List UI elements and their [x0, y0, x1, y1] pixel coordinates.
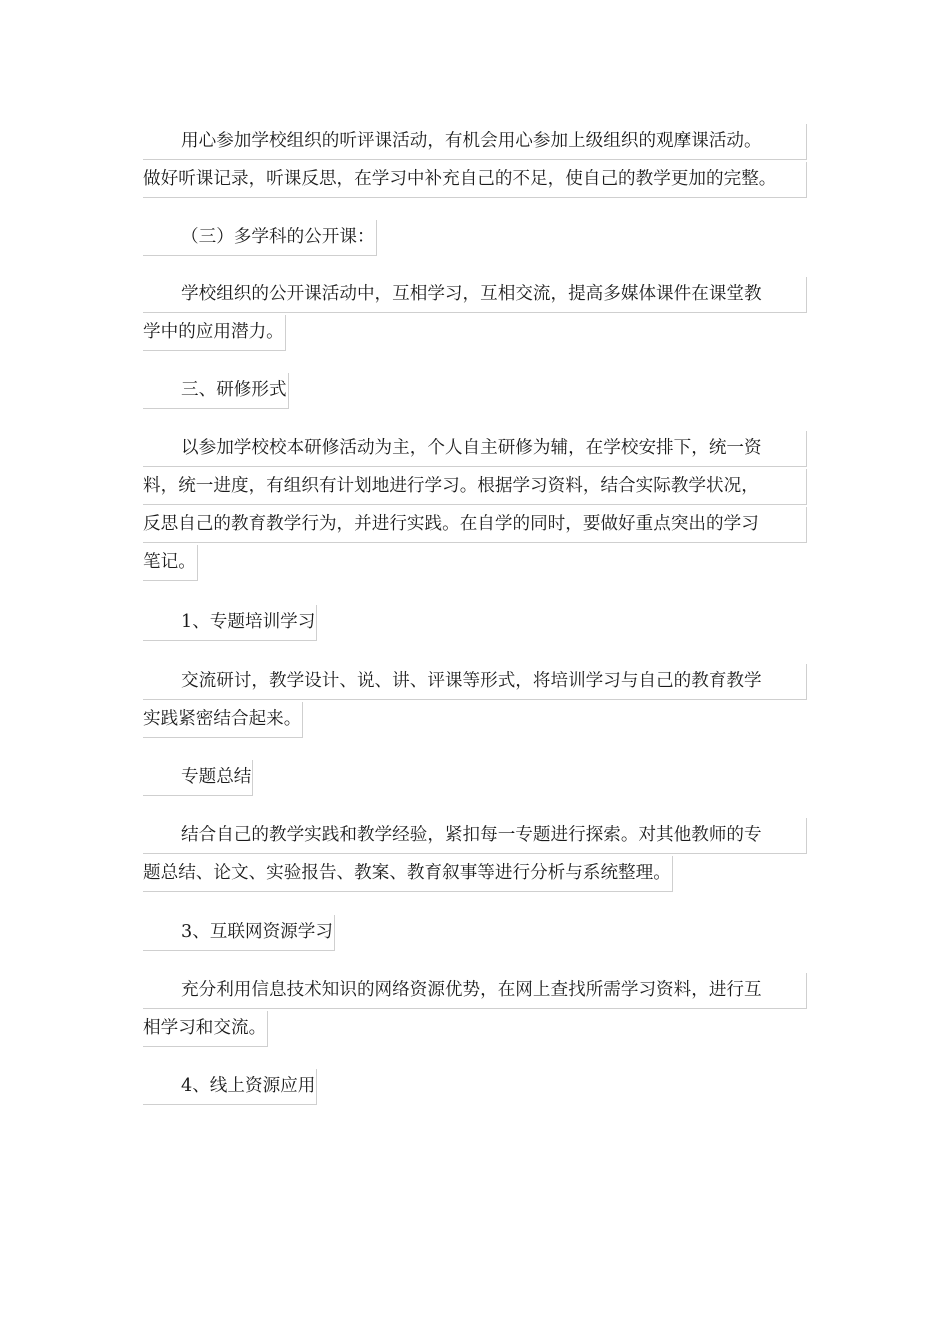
text-line: 反思自己的教育教学行为，并进行实践。在自学的同时，要做好重点突出的学习 [143, 507, 807, 545]
paragraph-internet-resources [143, 973, 807, 1049]
text-line: 结合自己的教学实践和教学经验，紧扣每一专题进行探索。对其他教师的专 [143, 818, 807, 856]
text-line: 三、研修形式 [143, 373, 807, 411]
paragraph-training-form [143, 431, 807, 583]
text-line: （三）多学科的公开课： [143, 220, 807, 258]
text-line: 4、线上资源应用 [143, 1069, 807, 1107]
heading-open-class [143, 220, 807, 258]
paragraph-special-summary [143, 818, 807, 894]
paragraph-lesson-observation [143, 124, 807, 200]
text-line: 相学习和交流。 [143, 1011, 807, 1049]
text-line: 实践紧密结合起来。 [143, 702, 807, 740]
heading-internet-resources [143, 915, 807, 953]
text-line: 充分利用信息技术知识的网络资源优势，在网上查找所需学习资料，进行互 [143, 973, 807, 1011]
text-line: 笔记。 [143, 545, 807, 583]
text-line: 3、互联网资源学习 [143, 915, 807, 953]
paragraph-special-training [143, 664, 807, 740]
text-line: 用心参加学校组织的听评课活动，有机会用心参加上级组织的观摩课活动。 [143, 124, 807, 162]
text-line: 专题总结 [143, 760, 807, 798]
text-line: 做好听课记录，听课反思，在学习中补充自己的不足，使自己的教学更加的完整。 [143, 162, 807, 200]
heading-training-form [143, 373, 807, 411]
paragraph-open-class [143, 277, 807, 353]
text-line: 以参加学校校本研修活动为主，个人自主研修为辅，在学校安排下，统一资 [143, 431, 807, 469]
heading-special-summary [143, 760, 807, 798]
text-line: 交流研讨，教学设计、说、讲、评课等形式，将培训学习与自己的教育教学 [143, 664, 807, 702]
text-line: 料，统一进度，有组织有计划地进行学习。根据学习资料，结合实际教学状况， [143, 469, 807, 507]
text-line: 学校组织的公开课活动中，互相学习，互相交流，提高多媒体课件在课堂教 [143, 277, 807, 315]
text-line: 1、专题培训学习 [143, 605, 807, 643]
text-line: 学中的应用潜力。 [143, 315, 807, 353]
heading-special-training [143, 605, 807, 643]
heading-online-resources [143, 1069, 807, 1107]
text-line: 题总结、论文、实验报告、教案、教育叙事等进行分析与系统整理。 [143, 856, 807, 894]
